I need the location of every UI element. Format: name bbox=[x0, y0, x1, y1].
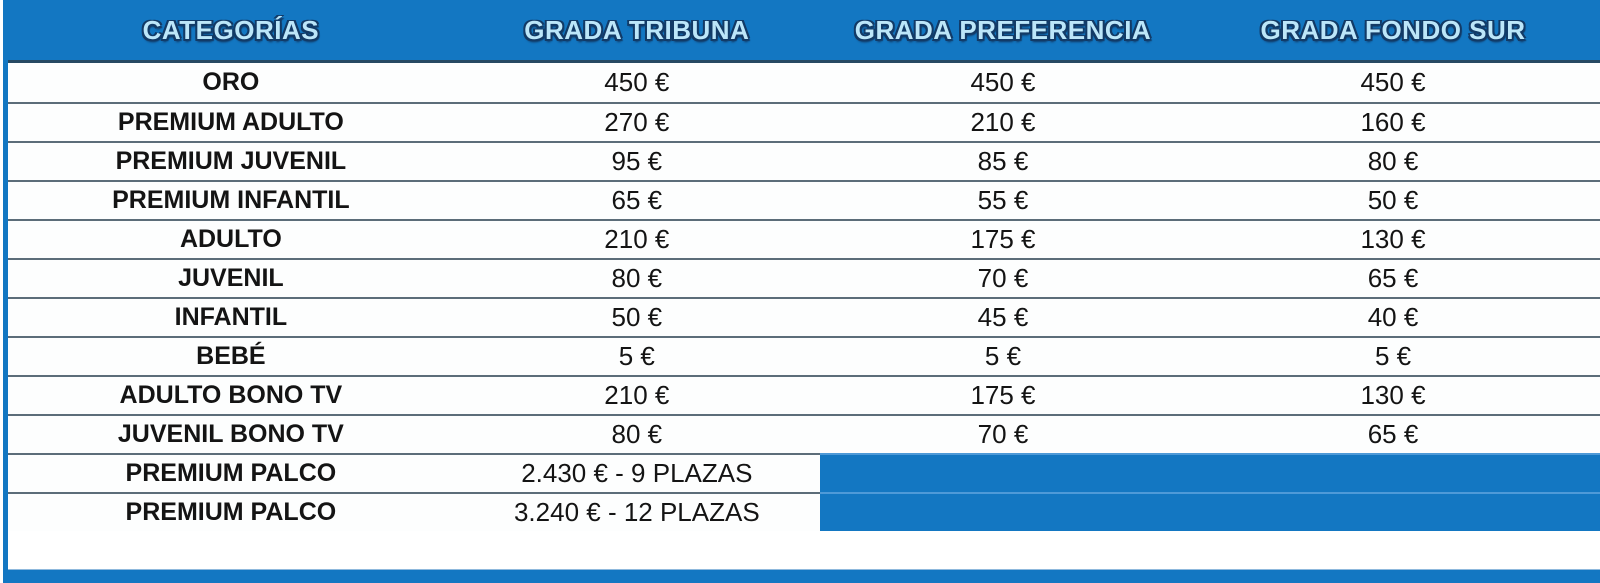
header-categorias: CATEGORÍAS bbox=[142, 14, 320, 45]
price-cell-preferencia: 45 € bbox=[977, 302, 1029, 332]
category-cell: INFANTIL bbox=[174, 303, 288, 331]
price-cell-preferencia: 175 € bbox=[970, 224, 1036, 254]
price-cell-fondo-sur: 5 € bbox=[1374, 341, 1412, 371]
blue-filler-cell bbox=[820, 492, 1600, 531]
price-cell-tribuna: 80 € bbox=[611, 419, 663, 449]
price-cell-fondo-sur: 80 € bbox=[1367, 146, 1419, 176]
table-row bbox=[8, 219, 1600, 258]
category-cell: PREMIUM JUVENIL bbox=[115, 147, 347, 175]
category-cell: ORO bbox=[202, 68, 260, 96]
bottom-accent-strip bbox=[8, 569, 1600, 583]
table-row bbox=[8, 414, 1600, 453]
price-cell-preferencia: 210 € bbox=[970, 107, 1036, 137]
price-cell-fondo-sur: 130 € bbox=[1360, 224, 1426, 254]
price-cell-preferencia: 450 € bbox=[970, 67, 1036, 97]
table-row-palco bbox=[8, 453, 1600, 492]
price-cell-tribuna: 5 € bbox=[618, 341, 655, 371]
category-cell: PREMIUM PALCO bbox=[125, 498, 337, 526]
table-row bbox=[8, 141, 1600, 180]
header-grada-preferencia: GRADA PREFERENCIA bbox=[854, 14, 1152, 45]
price-cell-fondo-sur: 65 € bbox=[1367, 263, 1419, 293]
table-row bbox=[8, 336, 1600, 375]
price-cell-fondo-sur: 50 € bbox=[1367, 185, 1419, 215]
price-cell-preferencia: 175 € bbox=[970, 380, 1036, 410]
price-cell-tribuna: 210 € bbox=[604, 380, 670, 410]
price-cell-fondo-sur: 450 € bbox=[1360, 67, 1426, 97]
price-cell-tribuna: 3.240 € - 12 PLAZAS bbox=[513, 497, 760, 527]
price-cell-preferencia: 70 € bbox=[977, 419, 1029, 449]
table-body bbox=[8, 63, 1600, 569]
price-cell-preferencia: 55 € bbox=[977, 185, 1029, 215]
table-row bbox=[8, 180, 1600, 219]
price-cell-tribuna: 50 € bbox=[611, 302, 663, 332]
table-row bbox=[8, 258, 1600, 297]
table-row bbox=[8, 102, 1600, 141]
category-cell: ADULTO bbox=[179, 225, 282, 253]
price-cell-preferencia: 5 € bbox=[984, 341, 1022, 371]
price-cell-fondo-sur: 65 € bbox=[1367, 419, 1419, 449]
price-table bbox=[3, 0, 1600, 583]
price-cell-fondo-sur: 130 € bbox=[1360, 380, 1426, 410]
table-row bbox=[8, 297, 1600, 336]
category-cell: PREMIUM ADULTO bbox=[117, 108, 344, 136]
category-cell: PREMIUM PALCO bbox=[125, 459, 337, 487]
price-cell-fondo-sur: 40 € bbox=[1367, 302, 1419, 332]
price-cell-preferencia: 70 € bbox=[977, 263, 1029, 293]
blue-filler-cell bbox=[820, 453, 1600, 492]
header-grada-tribuna: GRADA TRIBUNA bbox=[524, 14, 750, 45]
price-cell-tribuna: 95 € bbox=[611, 146, 663, 176]
price-cell-tribuna: 80 € bbox=[611, 263, 663, 293]
header-grada-fondo-sur: GRADA FONDO SUR bbox=[1260, 14, 1526, 45]
price-cell-tribuna: 270 € bbox=[604, 107, 670, 137]
category-cell: PREMIUM INFANTIL bbox=[112, 186, 350, 214]
category-cell: ADULTO BONO TV bbox=[119, 381, 343, 409]
price-cell-tribuna: 210 € bbox=[604, 224, 670, 254]
price-cell-fondo-sur: 160 € bbox=[1360, 107, 1426, 137]
table-row bbox=[8, 375, 1600, 414]
price-cell-tribuna: 2.430 € - 9 PLAZAS bbox=[521, 458, 753, 488]
table-header-row bbox=[8, 0, 1600, 63]
price-cell-preferencia: 85 € bbox=[977, 146, 1029, 176]
price-cell-tribuna: 65 € bbox=[611, 185, 663, 215]
table-row bbox=[8, 63, 1600, 102]
price-cell-tribuna: 450 € bbox=[604, 67, 670, 97]
category-cell: BEBÉ bbox=[196, 342, 266, 370]
category-cell: JUVENIL bbox=[178, 264, 284, 292]
category-cell: JUVENIL BONO TV bbox=[117, 420, 344, 448]
table-row-palco bbox=[8, 492, 1600, 531]
